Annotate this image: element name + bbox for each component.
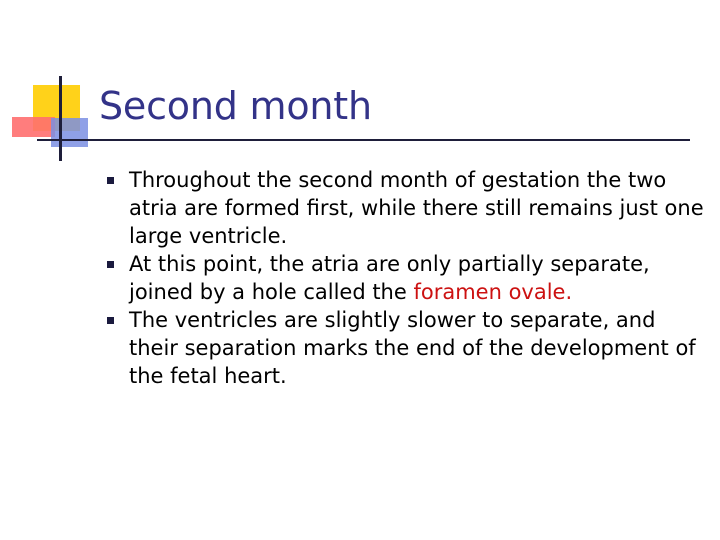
bullet-text: At this point, the atria are only partially separate, joined by a hole called the (129, 252, 650, 304)
bullet-text: The ventricles are slightly slower to separate, and their separation marks the end of the development of the fetal heart. (129, 308, 696, 388)
title-decoration-red-bar (12, 117, 55, 137)
title-decoration-vertical-line (59, 76, 62, 161)
highlighted-term: foramen ovale. (413, 280, 573, 304)
bullet-item (107, 306, 707, 390)
bullet-item (107, 166, 707, 250)
title-decoration-blue-square (51, 118, 88, 147)
square-bullet-icon (107, 177, 114, 184)
square-bullet-icon (107, 261, 114, 268)
bullet-list (107, 166, 707, 390)
bullet-text: Throughout the second month of gestation the two atria are formed first, while there still remains just one large ventricle. (129, 168, 704, 248)
title-underline (37, 139, 690, 141)
slide-title: Second month (99, 84, 372, 128)
square-bullet-icon (107, 317, 114, 324)
bullet-item (107, 250, 707, 306)
